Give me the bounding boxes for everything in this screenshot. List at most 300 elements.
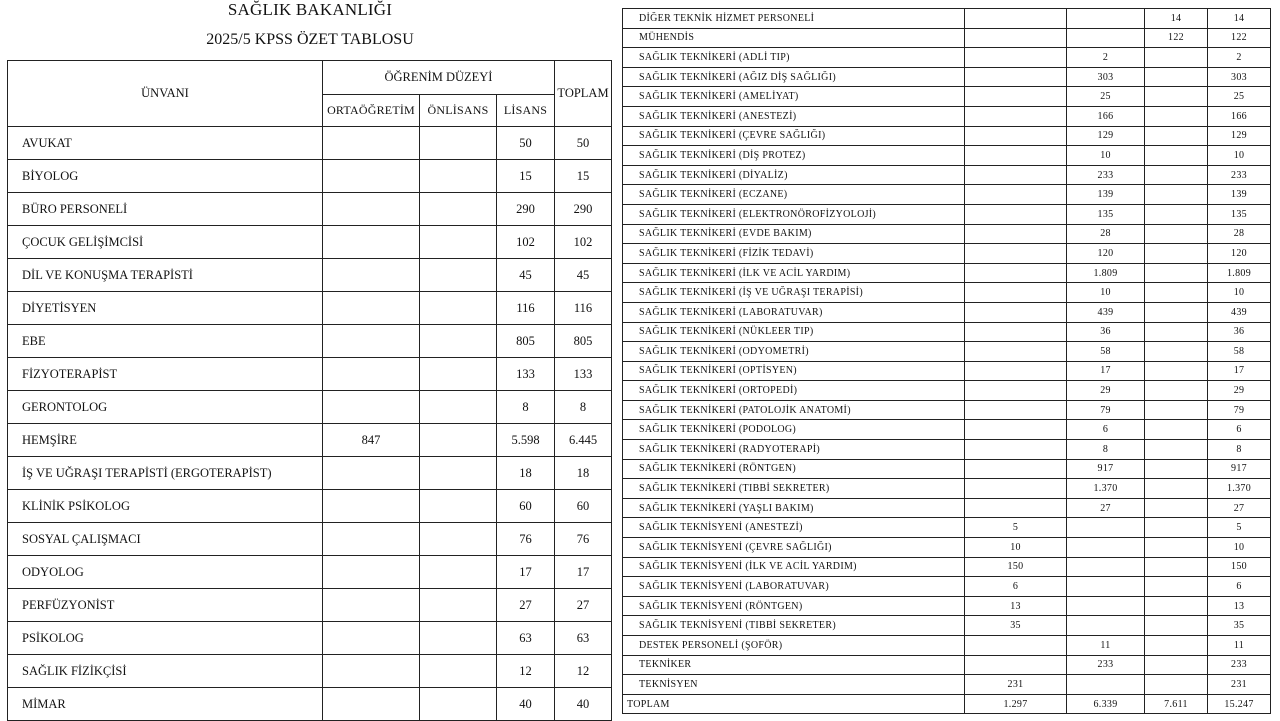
onlisans-cell [1067,557,1145,577]
lisans-cell [1145,322,1208,342]
table-row [8,292,612,325]
ortaogretim-cell [323,589,420,622]
lisans-cell [1145,675,1208,695]
title-cell: SAĞLIK TEKNİKERİ (AĞIZ DİŞ SAĞLIĞI) [623,67,965,87]
ortaogretim-cell [323,655,420,688]
lisans-cell: 133 [497,358,555,391]
ortaogretim-cell [965,420,1067,440]
lisans-cell: 12 [497,655,555,688]
total-cell: 139 [1208,185,1271,205]
col-header-lisans: LİSANS [497,95,555,127]
lisans-cell: 60 [497,490,555,523]
ortaogretim-cell [965,400,1067,420]
table-row [623,440,1271,460]
lisans-cell [1145,185,1208,205]
lisans-cell [1145,302,1208,322]
title-cell: SAĞLIK TEKNİKERİ (LABORATUVAR) [623,302,965,322]
onlisans-cell [1067,577,1145,597]
title-cell: SAĞLIK TEKNİKERİ (YAŞLI BAKIM) [623,498,965,518]
total-cell: 10 [1208,538,1271,558]
table-row [623,459,1271,479]
lisans-cell [1145,146,1208,166]
total-cell: 50 [555,127,612,160]
total-cell: 8 [1208,440,1271,460]
lisans-cell: 5.598 [497,424,555,457]
table-row [623,616,1271,636]
total-cell: 6.445 [555,424,612,457]
title-cell: SAĞLIK TEKNİKERİ (AMELİYAT) [623,87,965,107]
onlisans-cell [420,490,497,523]
onlisans-cell [420,457,497,490]
lisans-cell: 122 [1145,28,1208,48]
title-cell: SAĞLIK TEKNİKERİ (DİYALİZ) [623,165,965,185]
title-cell: BİYOLOG [8,160,323,193]
ortaogretim-cell [965,87,1067,107]
table-row [8,226,612,259]
col-header-title: ÜNVANI [8,61,323,127]
onlisans-cell: 79 [1067,400,1145,420]
table-row [623,185,1271,205]
total-lisans-cell: 7.611 [1145,694,1208,714]
lisans-cell: 27 [497,589,555,622]
title-cell: SAĞLIK TEKNİSYENİ (TIBBİ SEKRETER) [623,616,965,636]
onlisans-cell: 303 [1067,67,1145,87]
lisans-cell: 15 [497,160,555,193]
table-row [8,193,612,226]
table-row [623,146,1271,166]
onlisans-cell: 8 [1067,440,1145,460]
onlisans-cell: 139 [1067,185,1145,205]
table-title: 2025/5 KPSS ÖZET TABLOSU [206,31,414,48]
total-cell: 150 [1208,557,1271,577]
total-cell: 18 [555,457,612,490]
onlisans-cell: 1.809 [1067,263,1145,283]
table-row [623,636,1271,656]
title-cell: SAĞLIK TEKNİKERİ (ODYOMETRİ) [623,342,965,362]
table-row [623,381,1271,401]
onlisans-cell [420,325,497,358]
lisans-cell [1145,596,1208,616]
title-cell: SAĞLIK TEKNİSYENİ (RÖNTGEN) [623,596,965,616]
lisans-cell [1145,263,1208,283]
ortaogretim-cell [965,48,1067,68]
title-cell: AVUKAT [8,127,323,160]
lisans-cell: 14 [1145,9,1208,29]
total-cell: 135 [1208,204,1271,224]
onlisans-cell [1067,9,1145,29]
table-row [8,655,612,688]
ortaogretim-cell [965,9,1067,29]
title-cell: SAĞLIK TEKNİKERİ (PATOLOJİK ANATOMİ) [623,400,965,420]
title-cell: SAĞLIK TEKNİKERİ (DİŞ PROTEZ) [623,146,965,166]
ortaogretim-cell: 150 [965,557,1067,577]
table-row [623,675,1271,695]
ortaogretim-cell [965,244,1067,264]
table-row [623,28,1271,48]
total-cell: 2 [1208,48,1271,68]
table-row [623,655,1271,675]
table-row [623,361,1271,381]
lisans-cell: 116 [497,292,555,325]
ortaogretim-cell [965,655,1067,675]
table-row [623,577,1271,597]
ortaogretim-cell [965,479,1067,499]
title-cell: SAĞLIK TEKNİKERİ (PODOLOG) [623,420,965,440]
title-cell: SAĞLIK TEKNİSYENİ (ÇEVRE SAĞLIĞI) [623,538,965,558]
total-cell: 10 [1208,283,1271,303]
table-row [8,259,612,292]
table-row [623,479,1271,499]
table-row [623,400,1271,420]
table-row [623,283,1271,303]
total-cell: 11 [1208,636,1271,656]
lisans-cell [1145,165,1208,185]
onlisans-cell: 166 [1067,106,1145,126]
total-cell: 1.809 [1208,263,1271,283]
right-summary-table [622,8,1271,714]
onlisans-cell: 1.370 [1067,479,1145,499]
left-summary-table [7,60,612,721]
total-cell: 6 [1208,577,1271,597]
onlisans-cell [420,127,497,160]
onlisans-cell: 129 [1067,126,1145,146]
onlisans-cell: 25 [1067,87,1145,107]
total-label-cell: TOPLAM [623,694,965,714]
table-row [623,498,1271,518]
title-cell: SAĞLIK TEKNİKERİ (RÖNTGEN) [623,459,965,479]
title-cell: DİYETİSYEN [8,292,323,325]
lisans-cell [1145,48,1208,68]
table-row [623,538,1271,558]
total-cell: 133 [555,358,612,391]
title-cell: SAĞLIK FİZİKÇİSİ [8,655,323,688]
ortaogretim-cell [323,688,420,721]
table-row [623,518,1271,538]
ortaogretim-cell [965,165,1067,185]
ortaogretim-cell [323,127,420,160]
table-row [623,342,1271,362]
total-cell: 439 [1208,302,1271,322]
ortaogretim-cell: 6 [965,577,1067,597]
title-cell: SAĞLIK TEKNİKERİ (RADYOTERAPİ) [623,440,965,460]
lisans-cell [1145,636,1208,656]
total-cell: 29 [1208,381,1271,401]
table-row [8,622,612,655]
total-cell: 15 [555,160,612,193]
lisans-cell: 17 [497,556,555,589]
ortaogretim-cell [965,459,1067,479]
lisans-cell: 50 [497,127,555,160]
onlisans-cell [420,358,497,391]
onlisans-cell: 17 [1067,361,1145,381]
ortaogretim-cell [323,523,420,556]
ortaogretim-cell [323,325,420,358]
ortaogretim-cell [965,283,1067,303]
lisans-cell [1145,557,1208,577]
title-cell: TEKNİSYEN [623,675,965,695]
total-cell: 233 [1208,655,1271,675]
table-row [8,358,612,391]
title-cell: DİL VE KONUŞMA TERAPİSTİ [8,259,323,292]
title-cell: SAĞLIK TEKNİKERİ (ÇEVRE SAĞLIĞI) [623,126,965,146]
title-cell: SAĞLIK TEKNİKERİ (İŞ VE UĞRAŞI TERAPİSİ) [623,283,965,303]
ortaogretim-cell [323,391,420,424]
onlisans-cell [420,523,497,556]
total-cell: 27 [1208,498,1271,518]
onlisans-cell [420,424,497,457]
title-cell: SAĞLIK TEKNİSYENİ (ANESTEZİ) [623,518,965,538]
total-cell: 28 [1208,224,1271,244]
table-row [623,557,1271,577]
total-cell: 290 [555,193,612,226]
ortaogretim-cell [965,302,1067,322]
onlisans-cell [1067,518,1145,538]
table-row [8,325,612,358]
onlisans-cell [420,589,497,622]
total-cell: 36 [1208,322,1271,342]
table-row [623,263,1271,283]
title-cell: SAĞLIK TEKNİKERİ (EVDE BAKIM) [623,224,965,244]
ortaogretim-cell [965,146,1067,166]
total-cell: 17 [555,556,612,589]
lisans-cell: 40 [497,688,555,721]
table-row [8,556,612,589]
onlisans-cell [420,193,497,226]
ortaogretim-cell [323,358,420,391]
total-cell: 120 [1208,244,1271,264]
onlisans-cell: 58 [1067,342,1145,362]
ortaogretim-cell [323,292,420,325]
total-cell: 45 [555,259,612,292]
lisans-cell: 45 [497,259,555,292]
title-cell: HEMŞİRE [8,424,323,457]
title-cell: SAĞLIK TEKNİKERİ (OPTİSYEN) [623,361,965,381]
title-cell: SAĞLIK TEKNİSYENİ (İLK VE ACİL YARDIM) [623,557,965,577]
table-row [8,391,612,424]
lisans-cell [1145,655,1208,675]
table-row [8,160,612,193]
total-cell: 6 [1208,420,1271,440]
right-panel [620,0,1280,720]
lisans-cell [1145,616,1208,636]
lisans-cell [1145,400,1208,420]
ortaogretim-cell [965,126,1067,146]
lisans-cell [1145,361,1208,381]
total-cell: 129 [1208,126,1271,146]
onlisans-cell: 36 [1067,322,1145,342]
table-row [623,302,1271,322]
ortaogretim-cell [965,636,1067,656]
onlisans-cell: 10 [1067,283,1145,303]
total-cell: 60 [555,490,612,523]
onlisans-cell [420,391,497,424]
title-cell: ÇOCUK GELİŞİMCİSİ [8,226,323,259]
onlisans-cell: 233 [1067,655,1145,675]
total-cell: 166 [1208,106,1271,126]
total-cell: 14 [1208,9,1271,29]
onlisans-cell [1067,538,1145,558]
total-onlisans-cell: 6.339 [1067,694,1145,714]
title-cell: SAĞLIK TEKNİKERİ (FİZİK TEDAVİ) [623,244,965,264]
lisans-cell [1145,283,1208,303]
ortaogretim-cell [323,490,420,523]
table-row [623,420,1271,440]
total-cell: 102 [555,226,612,259]
total-cell: 27 [555,589,612,622]
title-cell: SAĞLIK TEKNİKERİ (TIBBİ SEKRETER) [623,479,965,499]
onlisans-cell [1067,675,1145,695]
onlisans-cell: 6 [1067,420,1145,440]
title-cell: PERFÜZYONİST [8,589,323,622]
title-cell: GERONTOLOG [8,391,323,424]
table-row [623,244,1271,264]
ortaogretim-cell: 35 [965,616,1067,636]
total-cell: 116 [555,292,612,325]
lisans-cell [1145,87,1208,107]
ortaogretim-cell: 231 [965,675,1067,695]
title-cell: EBE [8,325,323,358]
total-cell: 917 [1208,459,1271,479]
total-cell: 5 [1208,518,1271,538]
title-cell: BÜRO PERSONELİ [8,193,323,226]
lisans-cell [1145,67,1208,87]
title-cell: SAĞLIK TEKNİKERİ (ADLİ TIP) [623,48,965,68]
table-row [623,596,1271,616]
ortaogretim-cell [965,67,1067,87]
onlisans-cell: 27 [1067,498,1145,518]
ortaogretim-cell [965,204,1067,224]
ortaogretim-cell [323,160,420,193]
onlisans-cell [420,292,497,325]
total-cell: 35 [1208,616,1271,636]
onlisans-cell: 10 [1067,146,1145,166]
ortaogretim-cell [323,193,420,226]
onlisans-cell [420,160,497,193]
ortaogretim-cell [323,226,420,259]
lisans-cell [1145,459,1208,479]
onlisans-cell [1067,28,1145,48]
title-cell: MİMAR [8,688,323,721]
total-cell: 233 [1208,165,1271,185]
table-row [623,126,1271,146]
lisans-cell [1145,381,1208,401]
onlisans-cell: 917 [1067,459,1145,479]
col-header-total: TOPLAM [555,61,612,127]
table-row [623,204,1271,224]
ortaogretim-cell [965,361,1067,381]
onlisans-cell: 28 [1067,224,1145,244]
title-cell: MÜHENDİS [623,28,965,48]
total-cell: 805 [555,325,612,358]
title-cell: DİĞER TEKNİK HİZMET PERSONELİ [623,9,965,29]
onlisans-cell: 29 [1067,381,1145,401]
onlisans-cell [420,556,497,589]
ortaogretim-cell [323,259,420,292]
lisans-cell [1145,479,1208,499]
total-cell: 303 [1208,67,1271,87]
lisans-cell [1145,106,1208,126]
onlisans-cell [1067,596,1145,616]
lisans-cell [1145,126,1208,146]
ortaogretim-cell [965,263,1067,283]
onlisans-cell: 2 [1067,48,1145,68]
total-row [623,694,1271,714]
onlisans-cell: 11 [1067,636,1145,656]
total-cell: 1.370 [1208,479,1271,499]
total-cell: 17 [1208,361,1271,381]
title-cell: SOSYAL ÇALIŞMACI [8,523,323,556]
title-cell: TEKNİKER [623,655,965,675]
onlisans-cell [420,688,497,721]
ortaogretim-cell [323,622,420,655]
ortaogretim-cell: 847 [323,424,420,457]
title-cell: FİZYOTERAPİST [8,358,323,391]
lisans-cell: 76 [497,523,555,556]
ortaogretim-cell [323,556,420,589]
onlisans-cell: 233 [1067,165,1145,185]
ortaogretim-cell [965,322,1067,342]
table-row [8,457,612,490]
ortaogretim-cell [965,381,1067,401]
lisans-cell [1145,538,1208,558]
lisans-cell: 290 [497,193,555,226]
table-row [8,127,612,160]
ortaogretim-cell [965,342,1067,362]
lisans-cell: 102 [497,226,555,259]
table-row [623,9,1271,29]
title-cell: KLİNİK PSİKOLOG [8,490,323,523]
table-row [623,224,1271,244]
total-cell: 76 [555,523,612,556]
title-cell: DESTEK PERSONELİ (ŞOFÖR) [623,636,965,656]
onlisans-cell [420,655,497,688]
ortaogretim-cell [965,185,1067,205]
left-panel [0,0,612,720]
lisans-cell: 63 [497,622,555,655]
lisans-cell [1145,518,1208,538]
onlisans-cell: 439 [1067,302,1145,322]
onlisans-cell: 135 [1067,204,1145,224]
total-cell: 63 [555,622,612,655]
table-row [623,48,1271,68]
ortaogretim-cell: 13 [965,596,1067,616]
onlisans-cell [1067,616,1145,636]
table-row [8,688,612,721]
total-cell: 79 [1208,400,1271,420]
lisans-cell [1145,204,1208,224]
table-row [8,523,612,556]
ministry-title: SAĞLIK BAKANLIĞI [227,0,393,19]
total-cell: 25 [1208,87,1271,107]
title-cell: SAĞLIK TEKNİKERİ (NÜKLEER TIP) [623,322,965,342]
onlisans-cell [420,622,497,655]
lisans-cell: 8 [497,391,555,424]
total-cell: 10 [1208,146,1271,166]
table-row [623,322,1271,342]
lisans-cell [1145,224,1208,244]
lisans-cell [1145,342,1208,362]
total-cell: 13 [1208,596,1271,616]
table-row [8,490,612,523]
table-row [623,106,1271,126]
total-cell: 8 [555,391,612,424]
lisans-cell [1145,577,1208,597]
lisans-cell [1145,244,1208,264]
onlisans-cell [420,226,497,259]
total-cell: 231 [1208,675,1271,695]
ortaogretim-cell [965,28,1067,48]
ortaogretim-cell: 10 [965,538,1067,558]
